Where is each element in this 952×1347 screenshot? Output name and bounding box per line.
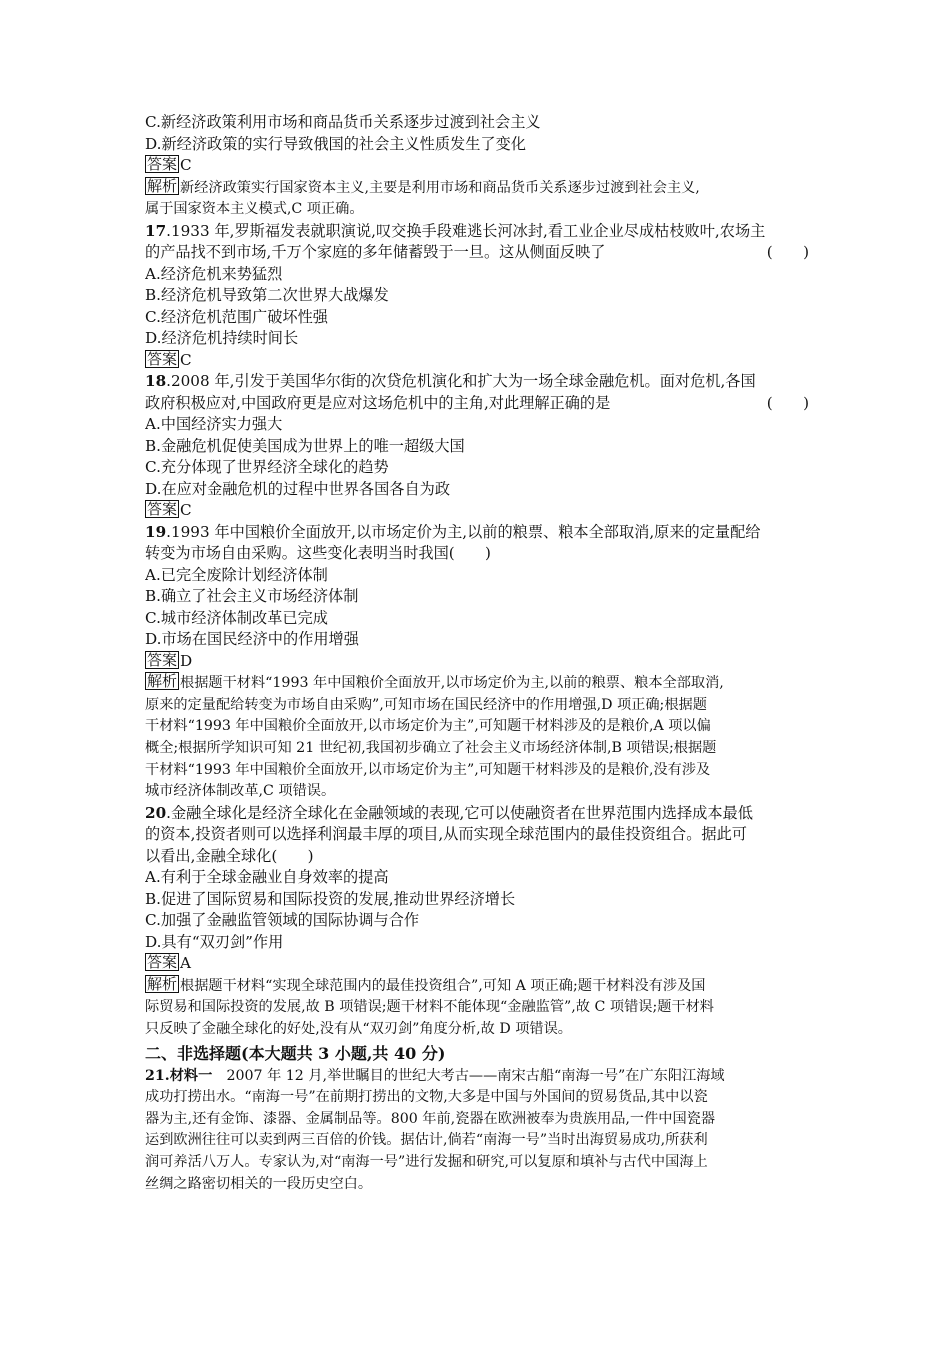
q20-answer: 答案 A bbox=[147, 953, 191, 973]
q19-analysis-line: 干材料“1993 年中国粮价全面放开,以市场定价为主”,可知题干材料涉及的是粮价,A 项以偏 bbox=[145, 718, 711, 735]
q19-analysis-line: 城市经济体制改革,C 项错误。 bbox=[145, 783, 336, 800]
q19-option: A.已完全废除计划经济体制 bbox=[145, 565, 328, 584]
question-number: 21 bbox=[145, 1067, 165, 1084]
q17-answer: 答案 C bbox=[147, 349, 192, 369]
q21-material-line: 器为主,还有金饰、漆器、金属制品等。800 年前,瓷器在欧洲被奉为贵族用品,一件中国瓷器 bbox=[145, 1110, 716, 1127]
analysis-tag: 解析 bbox=[147, 672, 178, 691]
q18-option: C.充分体现了世界经济全球化的趋势 bbox=[145, 458, 389, 477]
answer-blank: ( ) bbox=[766, 393, 809, 412]
q21-material-line: 运到欧洲往往可以卖到两三百倍的价钱。据估计,倘若“南海一号”当时出海贸易成功,所获利 bbox=[145, 1132, 708, 1149]
answer-tag: 答案 bbox=[147, 650, 178, 669]
question-number: 17 bbox=[145, 221, 167, 240]
answer-value: C bbox=[180, 156, 192, 174]
section-heading: 二、非选择题(本大题共 3 小题,共 40 分) bbox=[145, 1043, 446, 1063]
q18-option: B.金融危机促使美国成为世界上的唯一超级大国 bbox=[145, 436, 465, 455]
q21-material-line: 21.材料一 2007 年 12 月,举世瞩目的世纪大考古——南宋古船“南海一号”在广东阳江海域 bbox=[145, 1067, 725, 1084]
q19-analysis-line: 解析 根据题干材料“1993 年中国粮价全面放开,以市场定价为主,以前的粮票、粮本全部取消, bbox=[147, 672, 724, 692]
q19-analysis-line: 概全;根据所学知识可知 21 世纪初,我国初步确立了社会主义市场经济体制,B 项错误;根据题 bbox=[145, 739, 717, 756]
exam-page bbox=[145, 112, 813, 1195]
answer-tag: 答案 bbox=[147, 500, 178, 519]
q19-option: B.确立了社会主义市场经济体制 bbox=[145, 587, 359, 606]
material-label: .材料一 bbox=[164, 1067, 213, 1084]
q16-analysis-line: 属于国家资本主义模式,C 项正确。 bbox=[145, 201, 364, 218]
q20-analysis-line: 际贸易和国际投资的发展,故 B 项错误;题干材料不能体现“金融监管”,故 C 项错误;题干材料 bbox=[145, 999, 714, 1016]
q16-option-d: D.新经济政策的实行导致俄国的社会主义性质发生了变化 bbox=[145, 134, 526, 153]
q18-option: A.中国经济实力强大 bbox=[145, 415, 283, 434]
answer-tag: 答案 bbox=[147, 953, 178, 972]
q19-analysis-line: 原来的定量配给转变为市场自由采购”,可知市场在国民经济中的作用增强,D 项正确;根据题 bbox=[145, 696, 707, 713]
q21-material-line: 成功打捞出水。“南海一号”在前期打捞出的文物,大多是中国与外国间的贸易货品,其中以瓷 bbox=[145, 1089, 708, 1106]
q16-answer bbox=[145, 155, 813, 177]
answer-blank: ( ) bbox=[766, 243, 809, 262]
q19-answer: 答案 D bbox=[147, 650, 193, 670]
q18-option: D.在应对金融危机的过程中世界各国各自为政 bbox=[145, 479, 451, 498]
answer-tag: 答案 bbox=[147, 349, 178, 368]
q16-analysis-line: 解析 新经济政策实行国家资本主义,主要是利用市场和商品货币关系逐步过渡到社会主义, bbox=[147, 176, 700, 196]
q20-stem-line: 20.金融全球化是经济全球化在金融领域的表现,它可以使融资者在世界范围内选择成本最低 bbox=[145, 803, 753, 822]
q20-stem-line: 以看出,金融全球化( ) bbox=[145, 846, 314, 865]
q17-stem-line: 17.1933 年,罗斯福发表就职演说,叹交换手段难逃长河冰封,看工业企业尽成枯枝败叶,农场主 bbox=[145, 221, 766, 240]
q19-option: C.城市经济体制改革已完成 bbox=[145, 608, 328, 627]
q17-option: A.经济危机来势猛烈 bbox=[145, 264, 283, 283]
q19-option: D.市场在国民经济中的作用增强 bbox=[145, 630, 359, 649]
q20-option: B.促进了国际贸易和国际投资的发展,推动世界经济增长 bbox=[145, 889, 516, 908]
question-number: 20 bbox=[145, 803, 167, 822]
question-number: 18 bbox=[145, 372, 167, 391]
answer-tag: 答案 bbox=[147, 155, 178, 173]
q21-material-line: 丝绸之路密切相关的一段历史空白。 bbox=[145, 1175, 373, 1192]
q20-analysis-line: 只反映了金融全球化的好处,没有从“双刃剑”角度分析,故 D 项错误。 bbox=[145, 1020, 572, 1037]
q20-option: D.具有“双刃剑”作用 bbox=[145, 932, 284, 951]
q19-stem-line: 19.1993 年中国粮价全面放开,以市场定价为主,以前的粮票、粮本全部取消,原来的定量配给 bbox=[145, 522, 761, 541]
q20-stem-line: 的资本,投资者则可以选择利润最丰厚的项目,从而实现全球范围内的最佳投资组合。据此可 bbox=[145, 825, 747, 844]
q17-option: D.经济危机持续时间长 bbox=[145, 329, 299, 348]
analysis-tag: 解析 bbox=[147, 176, 178, 195]
q17-option: C.经济危机范围广破坏性强 bbox=[145, 307, 328, 326]
q19-stem-line: 转变为市场自由采购。这些变化表明当时我国( ) bbox=[145, 544, 491, 563]
q16-option-c: C.新经济政策利用市场和商品货币关系逐步过渡到社会主义 bbox=[145, 113, 541, 131]
q19-analysis-line: 干材料“1993 年中国粮价全面放开,以市场定价为主”,可知题干材料涉及的是粮价,没有涉及 bbox=[145, 761, 711, 778]
q20-option: A.有利于全球金融业自身效率的提高 bbox=[145, 868, 389, 887]
q20-analysis-line: 解析 根据题干材料“实现全球范围内的最佳投资组合”,可知 A 项正确;题干材料没有涉及国 bbox=[147, 974, 706, 994]
q17-stem-line: 的产品找不到市场,千万个家庭的多年储蓄毁于一旦。这从侧面反映了 ( ) bbox=[145, 242, 813, 264]
question-number: 19 bbox=[145, 522, 167, 541]
q21-material-line: 润可养活八万人。专家认为,对“南海一号”进行发掘和研究,可以复原和填补与古代中国海上 bbox=[145, 1153, 708, 1170]
q20-option: C.加强了金融监管领域的国际协调与合作 bbox=[145, 911, 420, 930]
analysis-tag: 解析 bbox=[147, 974, 178, 993]
q17-option: B.经济危机导致第二次世界大战爆发 bbox=[145, 286, 389, 305]
q18-answer: 答案 C bbox=[147, 500, 192, 520]
q18-stem-line: 18.2008 年,引发于美国华尔街的次贷危机演化和扩大为一场全球金融危机。面对危机,各国 bbox=[145, 372, 756, 391]
q18-stem-line: 政府积极应对,中国政府更是应对这场危机中的主角,对此理解正确的是 ( ) bbox=[145, 393, 813, 415]
